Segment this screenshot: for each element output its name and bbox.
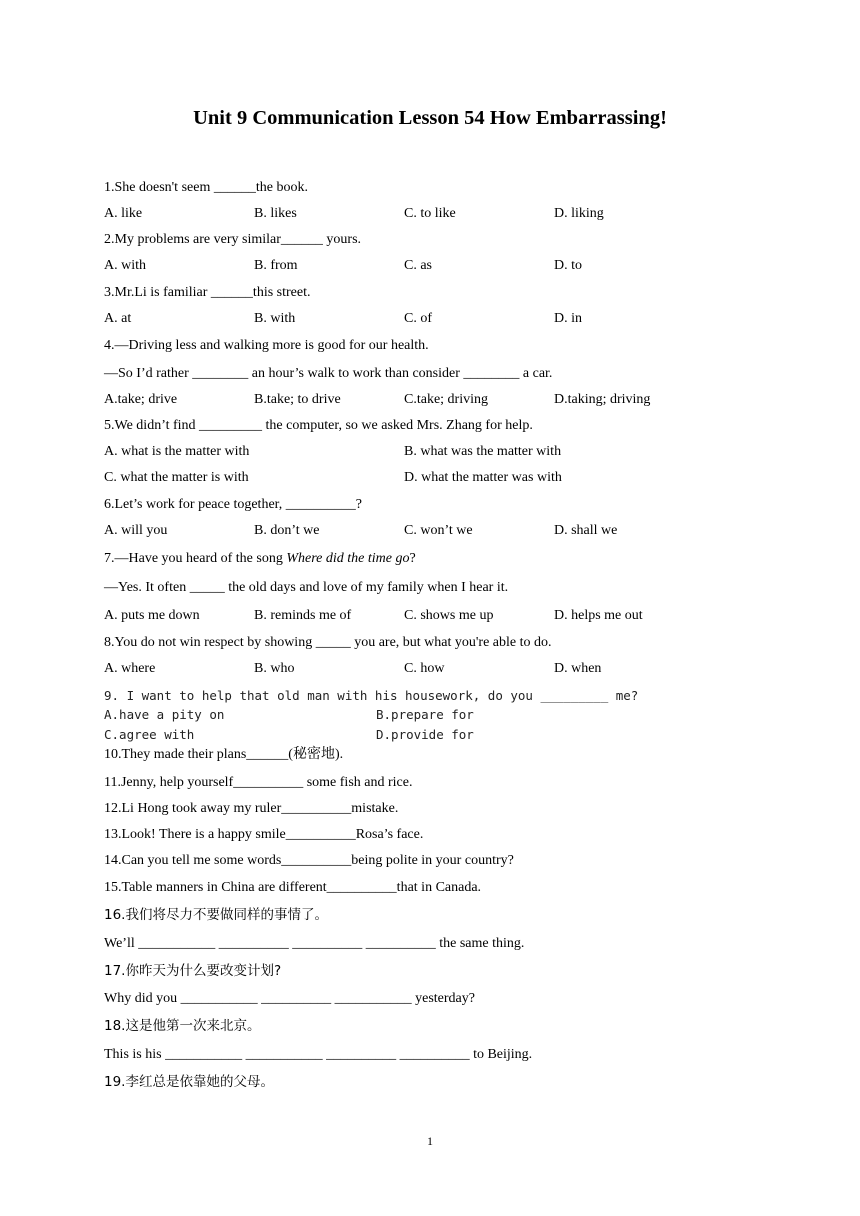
option-b: B. don’t we bbox=[254, 523, 320, 538]
question-11: 11.Jenny, help yourself__________ some fish and rice. bbox=[104, 775, 413, 790]
question-17-english: Why did you ___________ __________ ___________ yesterday? bbox=[104, 991, 475, 1006]
option-d: D. to bbox=[554, 258, 582, 273]
option-b: B. reminds me of bbox=[254, 608, 352, 623]
option-d: D. shall we bbox=[554, 523, 618, 538]
question-12: 12.Li Hong took away my ruler__________mistake. bbox=[104, 801, 399, 816]
question-5-options-row-2 bbox=[104, 469, 764, 487]
option-d: D. in bbox=[554, 311, 582, 326]
question-13: 13.Look! There is a happy smile__________Rosa’s face. bbox=[104, 827, 424, 842]
question-6-options bbox=[104, 522, 764, 540]
option-b: B.take; to drive bbox=[254, 392, 341, 407]
question-5-stem: 5.We didn’t find _________ the computer, so we asked Mrs. Zhang for help. bbox=[104, 418, 533, 433]
option-c: C. of bbox=[404, 311, 432, 326]
option-b: B. from bbox=[254, 258, 298, 273]
page-title: Unit 9 Communication Lesson 54 How Embarrassing! bbox=[193, 107, 667, 129]
option-a: A.have a pity on bbox=[104, 707, 225, 722]
option-b: B. likes bbox=[254, 206, 297, 221]
question-16-english: We’ll ___________ __________ __________ __________ the same thing. bbox=[104, 936, 525, 951]
question-16-chinese: 16.我们将尽力不要做同样的事情了。 bbox=[104, 907, 328, 923]
option-c: C. won’t we bbox=[404, 523, 473, 538]
question-18-chinese: 18.这是他第一次来北京。 bbox=[104, 1018, 261, 1034]
question-7-stem-1 bbox=[104, 550, 416, 568]
question-15: 15.Table manners in China are different__________that in Canada. bbox=[104, 880, 482, 895]
question-2-options bbox=[104, 257, 764, 275]
question-4-stem-2: —So I’d rather ________ an hour’s walk to work than consider ________ a car. bbox=[104, 366, 553, 381]
option-d: D.provide for bbox=[376, 727, 474, 742]
question-5-options-row-1 bbox=[104, 443, 764, 461]
option-c: C. to like bbox=[404, 206, 456, 221]
question-4-stem-1: 4.—Driving less and walking more is good for our health. bbox=[104, 338, 429, 353]
option-a: A. where bbox=[104, 661, 156, 676]
question-7-stem-text: 7.—Have you heard of the song bbox=[104, 551, 287, 566]
question-8-options bbox=[104, 660, 764, 678]
option-b: B.prepare for bbox=[376, 707, 474, 722]
option-a: A.take; drive bbox=[104, 392, 178, 407]
question-14: 14.Can you tell me some words__________being polite in your country? bbox=[104, 853, 514, 868]
option-d: D. liking bbox=[554, 206, 604, 221]
option-c: C.agree with bbox=[104, 727, 195, 742]
question-10: 10.They made their plans______(秘密地). bbox=[104, 747, 344, 762]
option-c: C. what the matter is with bbox=[104, 470, 249, 485]
question-3-options bbox=[104, 310, 764, 328]
question-3-stem: 3.Mr.Li is familiar ______this street. bbox=[104, 285, 311, 300]
option-c: C. how bbox=[404, 661, 445, 676]
option-a: A. like bbox=[104, 206, 143, 221]
option-b: B. what was the matter with bbox=[404, 444, 562, 459]
option-d: D. helps me out bbox=[554, 608, 643, 623]
option-c: C.take; driving bbox=[404, 392, 488, 407]
question-2-stem: 2.My problems are very similar______ yours. bbox=[104, 232, 362, 247]
option-a: A. what is the matter with bbox=[104, 444, 250, 459]
option-d: D. what the matter was with bbox=[404, 470, 562, 485]
question-9-options-row-2 bbox=[104, 726, 764, 744]
question-6-stem: 6.Let’s work for peace together, __________? bbox=[104, 497, 362, 512]
question-7-options bbox=[104, 607, 764, 625]
question-1-options bbox=[104, 205, 764, 223]
option-a: A. with bbox=[104, 258, 146, 273]
option-b: B. with bbox=[254, 311, 296, 326]
question-7-stem-2: —Yes. It often _____ the old days and love of my family when I hear it. bbox=[104, 580, 509, 595]
question-18-english: This is his ___________ ___________ __________ __________ to Beijing. bbox=[104, 1047, 533, 1062]
question-mark: ? bbox=[409, 551, 416, 566]
option-b: B. who bbox=[254, 661, 295, 676]
option-d: D.taking; driving bbox=[554, 392, 651, 407]
option-a: A. at bbox=[104, 311, 132, 326]
option-c: C. shows me up bbox=[404, 608, 494, 623]
page-number: 1 bbox=[427, 1134, 433, 1148]
option-a: A. puts me down bbox=[104, 608, 200, 623]
question-17-chinese: 17.你昨天为什么要改变计划? bbox=[104, 963, 282, 979]
option-c: C. as bbox=[404, 258, 432, 273]
question-9-options-row-1 bbox=[104, 706, 764, 724]
question-9-stem: 9. I want to help that old man with his housework, do you _________ me? bbox=[104, 688, 639, 703]
question-8-stem: 8.You do not win respect by showing _____ you are, but what you're able to do. bbox=[104, 635, 552, 650]
song-title: Where did the time go bbox=[286, 551, 410, 566]
question-4-options bbox=[104, 391, 764, 409]
option-a: A. will you bbox=[104, 523, 168, 538]
question-1-stem: 1.She doesn't seem ______the book. bbox=[104, 180, 308, 195]
question-19-chinese: 19.李红总是依靠她的父母。 bbox=[104, 1074, 274, 1090]
option-d: D. when bbox=[554, 661, 602, 676]
